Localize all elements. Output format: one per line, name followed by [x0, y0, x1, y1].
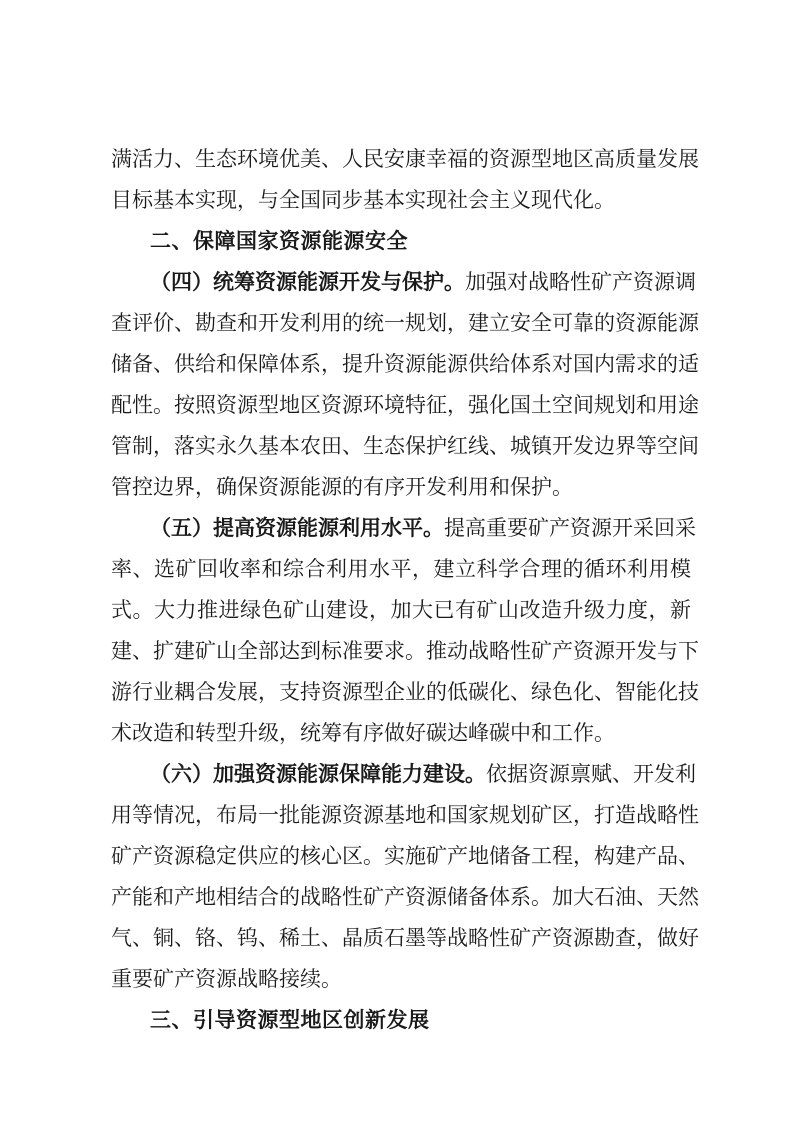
p5-line-2: 率、选矿回收率和综合利用水平，建立科学合理的循环利用模: [111, 557, 691, 581]
p6-line-4: 产能和产地相结合的战略性矿产资源储备体系。加大石油、天然: [111, 885, 699, 909]
p4-line-1: [150, 267, 696, 297]
section-3-heading: 三、引导资源型地区创新发展: [150, 1008, 430, 1032]
section-2-heading: 二、保障国家资源能源安全: [150, 229, 408, 253]
p6-first-rest: 依据资源禀赋、开发利: [486, 762, 696, 786]
p6-line-1: [150, 759, 696, 789]
p4-subtitle: （四）统筹资源能源开发与保护。: [150, 270, 465, 294]
p4-first-rest: 加强对战略性矿产资源调: [465, 270, 696, 294]
p4-line-6: 管控边界，确保资源能源的有序开发利用和保护。: [111, 475, 573, 499]
p5-subtitle: （五）提高资源能源利用水平。: [150, 516, 444, 540]
p4-line-4: 配性。按照资源型地区资源环境特征，强化国土空间规划和用途: [111, 393, 699, 417]
intro-line-2: 目标基本实现，与全国同步基本实现社会主义现代化。: [111, 188, 615, 212]
p6-line-2: 用等情况，布局一批能源资源基地和国家规划矿区，打造战略性: [111, 803, 699, 827]
intro-line-1: 满活力、生态环境优美、人民安康幸福的资源型地区高质量发展: [111, 147, 699, 171]
p4-line-3: 储备、供给和保障体系，提升资源能源供给体系对国内需求的适: [111, 352, 699, 376]
p6-line-3: 矿产资源稳定供应的核心区。实施矿产地储备工程，构建产品、: [111, 844, 699, 868]
p5-line-6: 术改造和转型升级，统筹有序做好碳达峰碳中和工作。: [111, 721, 615, 745]
p4-line-5: 管制，落实永久基本农田、生态保护红线、城镇开发边界等空间: [111, 434, 699, 458]
p4-line-2: 查评价、勘查和开发利用的统一规划，建立安全可靠的资源能源: [111, 311, 699, 335]
p5-line-5: 游行业耦合发展，支持资源型企业的低碳化、绿色化、智能化技: [111, 680, 699, 704]
p6-line-6: 重要矿产资源战略接续。: [111, 967, 342, 991]
p6-subtitle: （六）加强资源能源保障能力建设。: [150, 762, 486, 786]
p6-line-5: 气、铜、铬、钨、稀土、晶质石墨等战略性矿产资源勘查，做好: [111, 926, 699, 950]
p5-first-rest: 提高重要矿产资源开采回采: [444, 516, 696, 540]
p5-line-3: 式。大力推进绿色矿山建设，加大已有矿山改造升级力度，新: [111, 598, 691, 622]
p5-line-1: [150, 513, 696, 543]
p5-line-4: 建、扩建矿山全部达到标准要求。推动战略性矿产资源开发与下: [111, 639, 699, 663]
